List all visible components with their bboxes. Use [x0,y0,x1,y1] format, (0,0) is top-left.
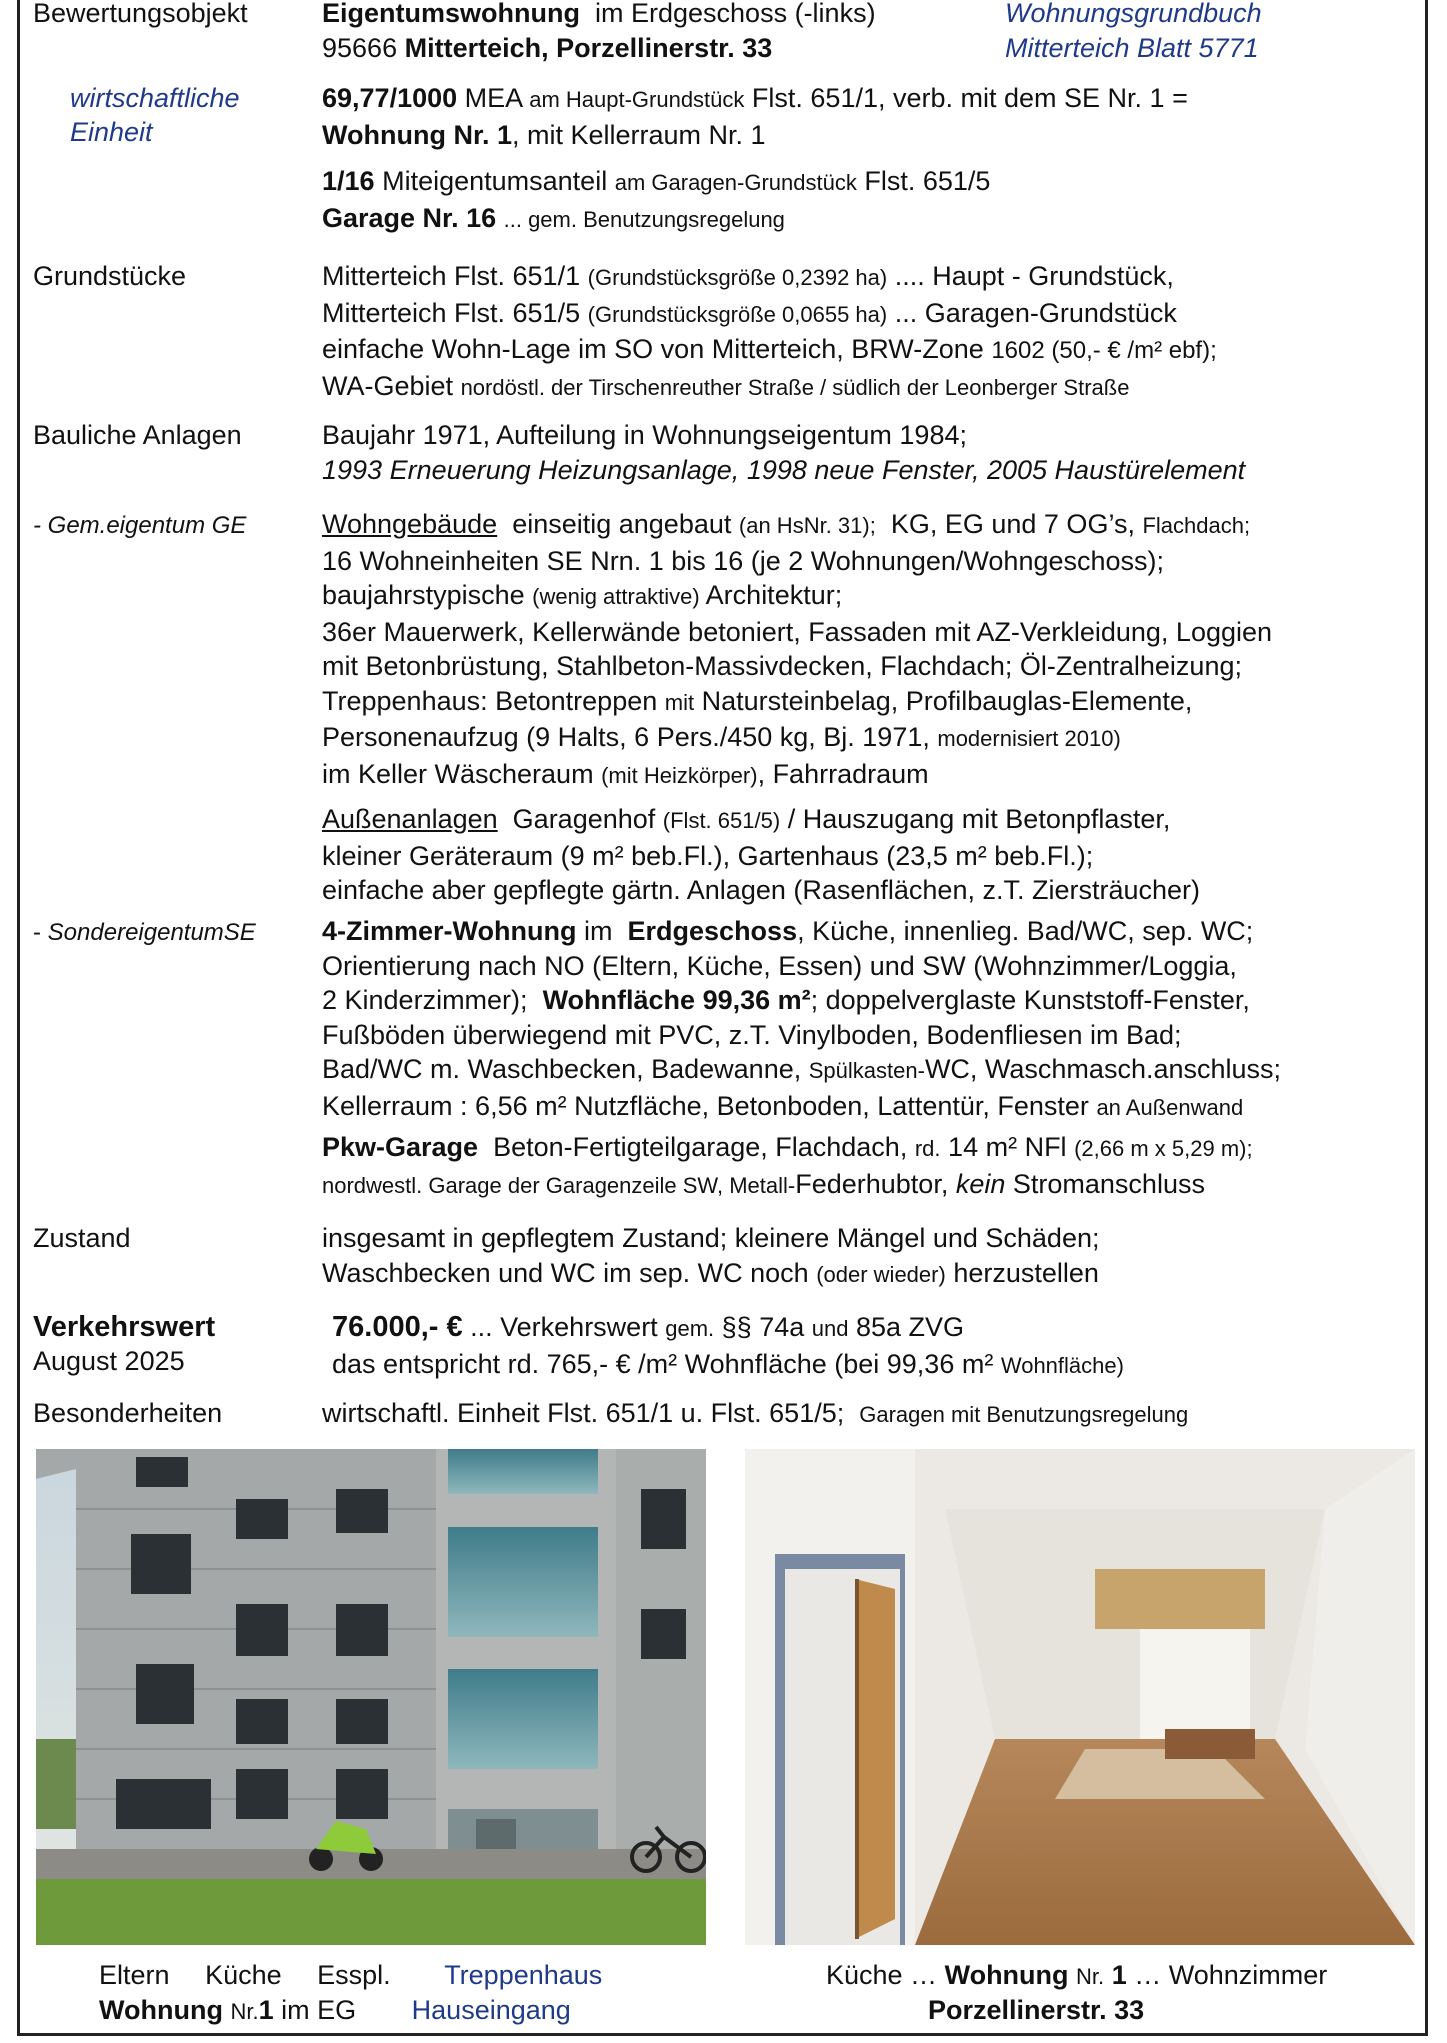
label-einheit [70,81,240,149]
caption-r-nr-value: 1 [1111,1960,1127,1990]
value-sondereigentum [322,914,1281,1203]
caption-right-line-1 [826,1958,1327,1994]
vw-qm-a: das entspricht rd. 765,- € /m² Wohnfläche (bei 99,36 m² [332,1348,994,1379]
label-se-text: SondereigentumSE [47,919,256,946]
garage-share: 1/16 [322,166,375,196]
caption-nr-value: 1 [258,1995,274,2025]
label-verkehrswert [33,1310,215,1378]
garage-nfl: 14 m² NFl [948,1132,1067,1162]
flst-2-type: ... Garagen-Grundstück [894,297,1177,328]
garage-share-label: Miteigentumsanteil [382,166,608,196]
object-floor: im Erdgeschoss (-links) [595,0,876,28]
garage-typ: Beton-Fertigteilgarage, Flachdach, [493,1132,908,1162]
orientierung: Orientierung nach NO (Eltern, Küche, Essen) und SW (Wohnzimmer/Loggia, [322,950,1237,981]
lage: einfache Wohn-Lage im SO von Mitterteich, BRW-Zone [322,334,984,364]
value-einheit [322,81,1188,237]
caption-r-wohnzimmer: … Wohnzimmer [1134,1960,1328,1990]
keller-b: (mit Heizkörper) [601,762,758,788]
garage-kein: kein [955,1168,1006,1199]
caption-left-line-2 [99,1993,571,2029]
fussboeden: Fußböden überwiegend mit PVC, z.T. Vinylboden, Bodenfliesen im Bad; [322,1019,1182,1050]
hsnr: (an HsNr. 31); [738,513,876,538]
vw-label-a: ... Verkehrswert [470,1312,658,1342]
garage-flst: Flst. 651/5 [864,166,991,196]
garagenhof: Garagenhof [512,804,656,834]
garage-tor: Federhubtor, [795,1168,949,1199]
wohneinheiten: 16 Wohneinheiten SE Nrn. 1 bis 16 (je 2 Wohnungen/Wohngeschoss); [322,545,1165,576]
kellerraum-fenster: an Außenwand [1096,1094,1244,1120]
value-bewertungsobjekt [322,0,876,65]
dach: Flachdach; [1142,513,1251,538]
verkehrswert-title: Verkehrswert [33,1311,216,1343]
caption-left-line-1 [99,1958,602,1992]
label-zustand: Zustand [33,1223,131,1253]
verkehrswert-date: August 2025 [33,1346,185,1376]
flst-1: Mitterteich Flst. 651/1 [322,261,581,291]
zustand-wc-b: (oder wieder) [816,1261,946,1287]
architektur-c: Architektur; [705,580,843,610]
geschoss: Erdgeschoss [627,916,798,946]
garage-lage: nordwestl. Garage der Garagenzeile SW, Metall- [322,1172,796,1198]
garage-regelung: ... gem. Benutzungsregelung [503,206,785,232]
besonderheiten-a: wirtschaftl. Einheit Flst. 651/1 u. Flst. 651/5; [322,1398,845,1428]
verkehrswert-amount: 76.000,- € [332,1311,463,1343]
garage-grundstueck: am Garagen-Grundstück [614,170,857,195]
caption-esspl: Esspl. [317,1960,391,1990]
zustand-allgemein: insgesamt in gepflegtem Zustand; kleinere Mängel und Schäden; [322,1223,1100,1253]
mea-label: MEA [464,83,522,113]
label-einheit-1: wirtschaftliche [70,83,240,113]
gebiet-lage: nordöstl. der Tirschenreuther Straße / südlich der Leonberger Straße [460,374,1130,400]
aufzug: Personenaufzug (9 Halts, 6 Pers./450 kg, Bj. 1971, [322,722,930,752]
modernisierung: 1993 Erneuerung Heizungsanlage, 1998 neue Fenster, 2005 Haustürelement [322,454,1246,485]
zimmer-im: im [584,916,613,946]
pkw-garage: Pkw-Garage [322,1132,479,1162]
photo-building [36,1449,706,1945]
geschosse: KG, EG und 7 OG’s, [890,509,1135,539]
vw-label-d: und [811,1316,849,1341]
label-bauliche: Bauliche Anlagen [33,420,242,450]
raeume: , Küche, innenlieg. Bad/WC, sep. WC; [797,916,1254,946]
object-type: Eigentumswohnung [322,0,580,28]
keller-a: im Keller Wäscheraum [322,758,594,789]
vw-qm-b: Wohnfläche) [1000,1352,1124,1378]
mea-flst: Flst. 651/1, verb. mit dem SE Nr. 1 = [751,83,1188,113]
fenster: ; doppelverglaste Kunststoff-Fenster, [810,985,1250,1015]
mea-grundstueck: am Haupt-Grundstück [529,87,745,112]
treppenhaus-c: Natursteinbelag, Profilbauglas-Elemente, [701,685,1193,716]
wohngebaeude: Wohngebäude [322,509,498,539]
value-besonderheiten [322,1396,1188,1433]
label-grundstuecke: Grundstücke [33,261,187,291]
flst-1-type: .... Haupt - Grundstück, [894,261,1174,291]
aussenanlagen: Außenanlagen [322,804,498,834]
caption-right-line-2: Porzellinerstr. 33 [928,1995,1145,2025]
label-gemeigentum: - Gem.eigentum GE [33,512,247,539]
caption-r-nr: Nr. [1076,1964,1105,1989]
building-illustration [36,1449,706,1945]
caption-hauseingang: Hauseingang [411,1995,571,2025]
bad-c: WC, Waschmasch.anschluss; [924,1054,1282,1084]
vw-label-e: 85a ZVG [856,1312,965,1342]
mauerwerk: 36er Mauerwerk, Kellerwände betoniert, Fassaden mit AZ-Verkleidung, Loggien [322,616,1273,647]
photo-interior [745,1449,1415,1945]
label-sondereigentum [33,916,256,950]
label-einheit-2: Einheit [70,117,153,147]
object-address: Mitterteich, Porzellinerstr. 33 [404,32,773,63]
garagenhof-flst: (Flst. 651/5) [662,808,781,833]
kinderzimmer: 2 Kinderzimmer); [322,985,528,1015]
architektur-b: (wenig attraktive) [532,584,700,609]
gartenanlagen: einfache aber gepflegte gärtn. Anlagen (Rasenflächen, z.T. Ziersträucher) [322,875,1201,905]
kellerraum: Kellerraum : 6,56 m² Nutzfläche, Betonboden, Lattentür, Fenster [322,1090,1089,1121]
value-gemeigentum [322,507,1272,908]
kellerraum-nr: , mit Kellerraum Nr. 1 [512,119,766,150]
vw-label-c: §§ 74a [721,1312,805,1342]
flst-2: Mitterteich Flst. 651/5 [322,297,581,328]
caption-wohnung: Wohnung [99,1995,223,2025]
value-verkehrswert [332,1310,1124,1383]
caption-kueche: Küche [205,1960,282,1990]
caption-treppenhaus: Treppenhaus [444,1960,603,1990]
bad-a: Bad/WC m. Waschbecken, Badewanne, [322,1054,802,1084]
gebiet: WA-Gebiet [322,370,454,401]
caption-r-kueche: Küche … [826,1960,938,1990]
brw-zone: 1602 (50,- € /m² ebf); [991,337,1217,364]
zimmer: 4-Zimmer-Wohnung [322,916,577,946]
caption-nr: Nr. [230,1999,259,2024]
architektur-a: baujahrstypische [322,580,525,610]
value-zustand [322,1221,1099,1292]
treppenhaus-a: Treppenhaus: Betontreppen [322,685,658,716]
angebaut: einseitig angebaut [512,509,732,539]
flst-1-size: (Grundstücksgröße 0,2392 ha) [587,265,888,290]
flst-2-size: (Grundstücksgröße 0,0655 ha) [587,301,888,327]
vw-label-b: gem. [665,1316,715,1341]
value-grundstuecke [322,259,1217,405]
baujahr: Baujahr 1971, Aufteilung in Wohnungseigentum 1984; [322,420,967,450]
keller-c: , Fahrradraum [757,758,929,789]
wohnung-nr: Wohnung Nr. 1 [322,119,512,150]
bad-b: Spülkasten- [808,1058,925,1083]
garage-strom: Stromanschluss [1012,1168,1205,1199]
value-bauliche [322,418,1245,487]
mea-share: 69,77/1000 [322,83,458,113]
zustand-wc-a: Waschbecken und WC im sep. WC noch [322,1257,809,1288]
besonderheiten-b: Garagen mit Benutzungsregelung [859,1402,1189,1427]
label-besonderheiten: Besonderheiten [33,1398,223,1428]
grundbuch-title: Wohnungsgrundbuch [1005,0,1262,28]
grundbuch-blatt: Mitterteich Blatt 5771 [1005,32,1259,63]
object-plz: 95666 [322,32,398,63]
hauszugang: / Hauszugang mit Betonpflaster, [787,804,1171,834]
treppenhaus-b: mit [664,689,695,715]
grundbuch [1005,0,1262,65]
label-se-dash: - [33,919,48,946]
garage-nr: Garage Nr. 16 [322,202,497,233]
garage-rd: rd. [914,1136,941,1161]
aufzug-mod: modernisiert 2010) [937,726,1121,751]
zustand-wc-c: herzustellen [953,1257,1099,1288]
label-bewertungsobjekt: Bewertungsobjekt [33,0,248,28]
interior-illustration [745,1449,1415,1945]
wohnflaeche: Wohnfläche 99,36 m² [542,985,811,1015]
garage-masse: (2,66 m x 5,29 m); [1074,1136,1253,1161]
caption-r-wohnung: Wohnung [944,1960,1069,1990]
geraeteraum: kleiner Geräteraum (9 m² beb.Fl.), Gartenhaus (23,5 m² beb.Fl.); [322,840,1094,871]
caption-eltern: Eltern [99,1960,170,1990]
decken-heizung: mit Betonbrüstung, Stahlbeton-Massivdecken, Flachdach; Öl-Zentralheizung; [322,651,1242,681]
door-icon [855,1579,859,1939]
caption-eg: im EG [281,1995,357,2025]
